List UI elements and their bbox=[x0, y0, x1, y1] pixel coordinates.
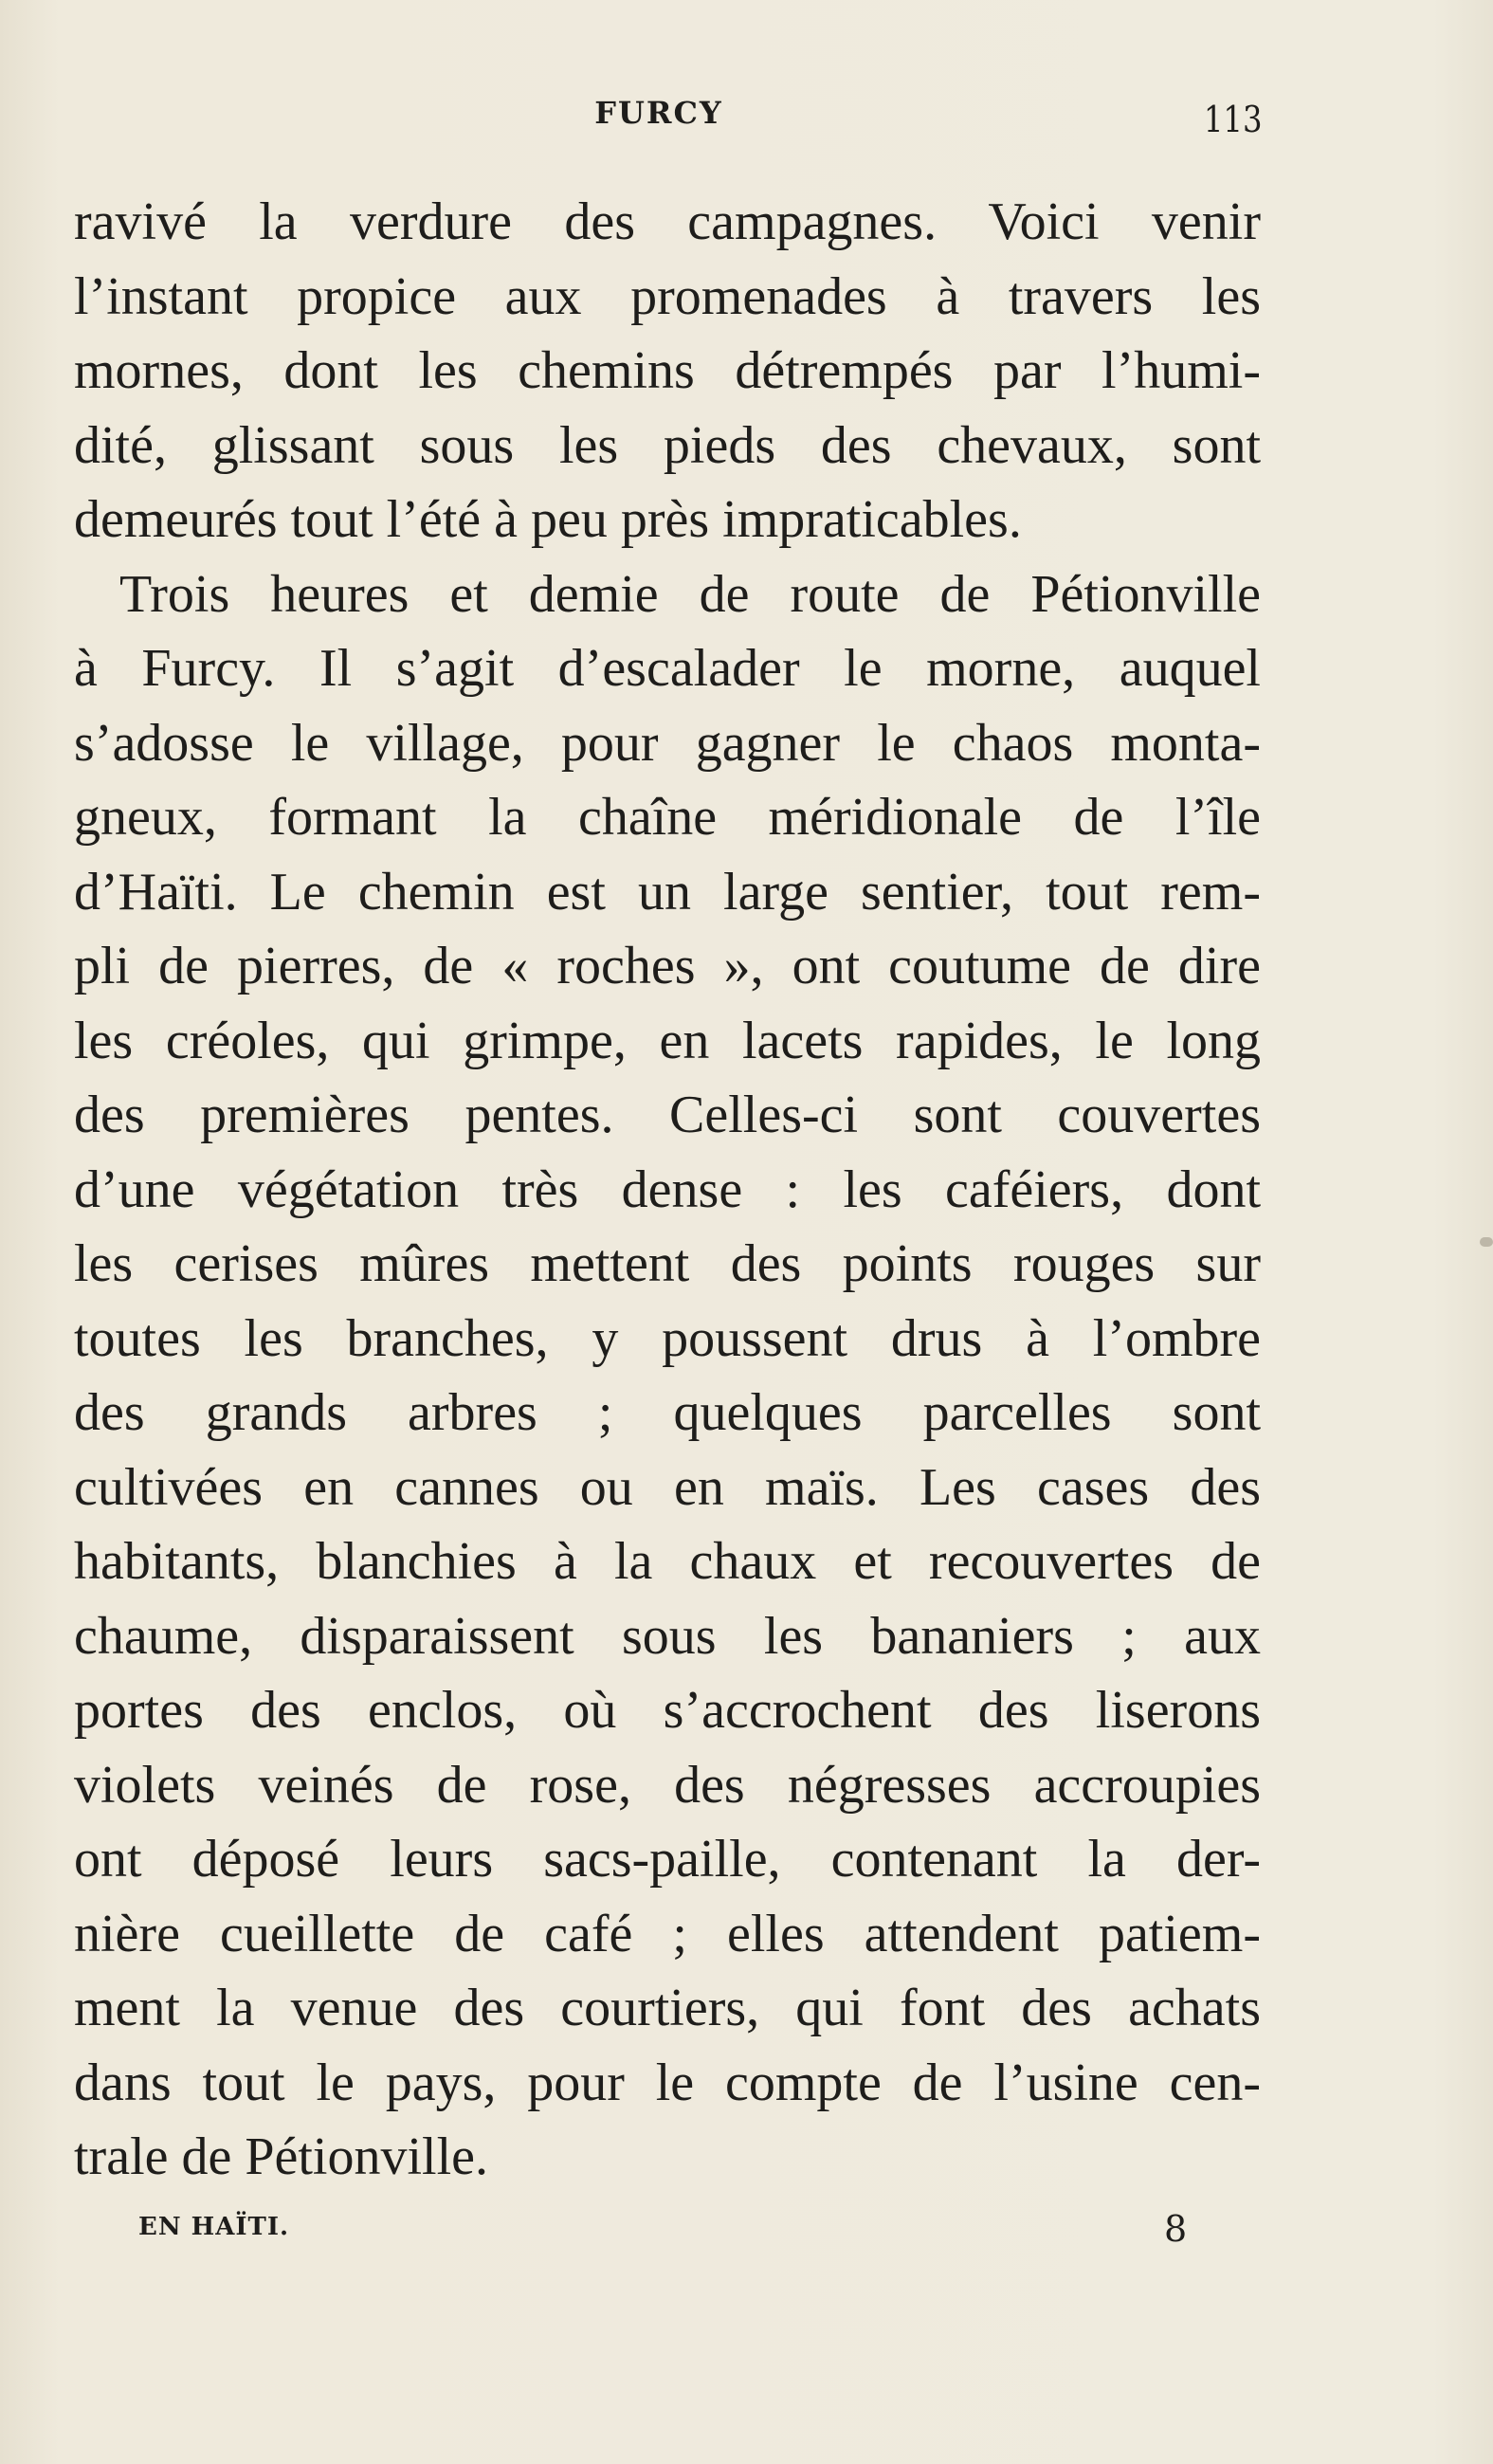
body-text bbox=[74, 185, 1261, 2195]
text-line: nière cueillette de café ; elles attendent patiem- bbox=[74, 1904, 1261, 1963]
text-line: les créoles, qui grimpe, en lacets rapides, le long bbox=[74, 1011, 1261, 1070]
text-line: violets veinés de rose, des négresses accroupies bbox=[74, 1755, 1261, 1815]
text-line: des grands arbres ; quelques parcelles sont bbox=[74, 1383, 1261, 1442]
text-line: gneux, formant la chaîne méridionale de l’île bbox=[74, 788, 1261, 847]
text-line: ont déposé leurs sacs-paille, contenant la der- bbox=[74, 1830, 1261, 1889]
text-line: s’adosse le village, pour gagner le chaos monta- bbox=[74, 713, 1261, 773]
text-line: demeurés tout l’été à peu près impraticables. bbox=[74, 490, 1022, 549]
text-line: pli de pierres, de « roches », ont coutume de dire bbox=[74, 937, 1261, 995]
paragraph-start-line: Trois heures et demie de route de Pétionville bbox=[119, 564, 1261, 624]
running-head bbox=[0, 95, 1493, 152]
text-line: habitants, blanchies à la chaux et recouvertes de bbox=[74, 1532, 1261, 1591]
text-line: ravivé la verdure des campagnes. Voici venir bbox=[74, 192, 1261, 251]
text-line: des premières pentes. Celles-ci sont couvertes bbox=[74, 1086, 1261, 1144]
signature-mark: EN HAÏTI. bbox=[138, 2213, 290, 2241]
text-line: trale de Pétionville. bbox=[74, 2127, 488, 2186]
text-line: dité, glissant sous les pieds des chevaux, sont bbox=[74, 415, 1261, 475]
page-number: 113 bbox=[1204, 99, 1263, 140]
text-line: cultivées en cannes ou en maïs. Les cases des bbox=[74, 1457, 1261, 1517]
text-line: toutes les branches, y poussent drus à l’ombre bbox=[74, 1308, 1261, 1368]
text-line: à Furcy. Il s’agit d’escalader le morne, auquel bbox=[74, 639, 1261, 698]
text-line: chaume, disparaissent sous les bananiers ; aux bbox=[74, 1606, 1261, 1666]
text-line: d’une végétation très dense : les caféiers, dont bbox=[74, 1159, 1261, 1219]
text-line: portes des enclos, où s’accrochent des liserons bbox=[74, 1681, 1261, 1740]
text-line: dans tout le pays, pour le compte de l’usine cen- bbox=[74, 2053, 1261, 2112]
running-title: FURCY bbox=[594, 95, 723, 131]
text-line: ment la venue des courtiers, qui font des achats bbox=[74, 1979, 1261, 2037]
page-edge-mark bbox=[1480, 1237, 1493, 1247]
text-line: l’instant propice aux promenades à travers les bbox=[74, 266, 1261, 326]
text-line: mornes, dont les chemins détrempés par l’humi- bbox=[74, 341, 1261, 400]
text-line: les cerises mûres mettent des points rouges sur bbox=[74, 1234, 1261, 1293]
text-line: d’Haïti. Le chemin est un large sentier, tout rem- bbox=[74, 862, 1261, 922]
signature-number: 8 bbox=[1164, 2208, 1188, 2250]
